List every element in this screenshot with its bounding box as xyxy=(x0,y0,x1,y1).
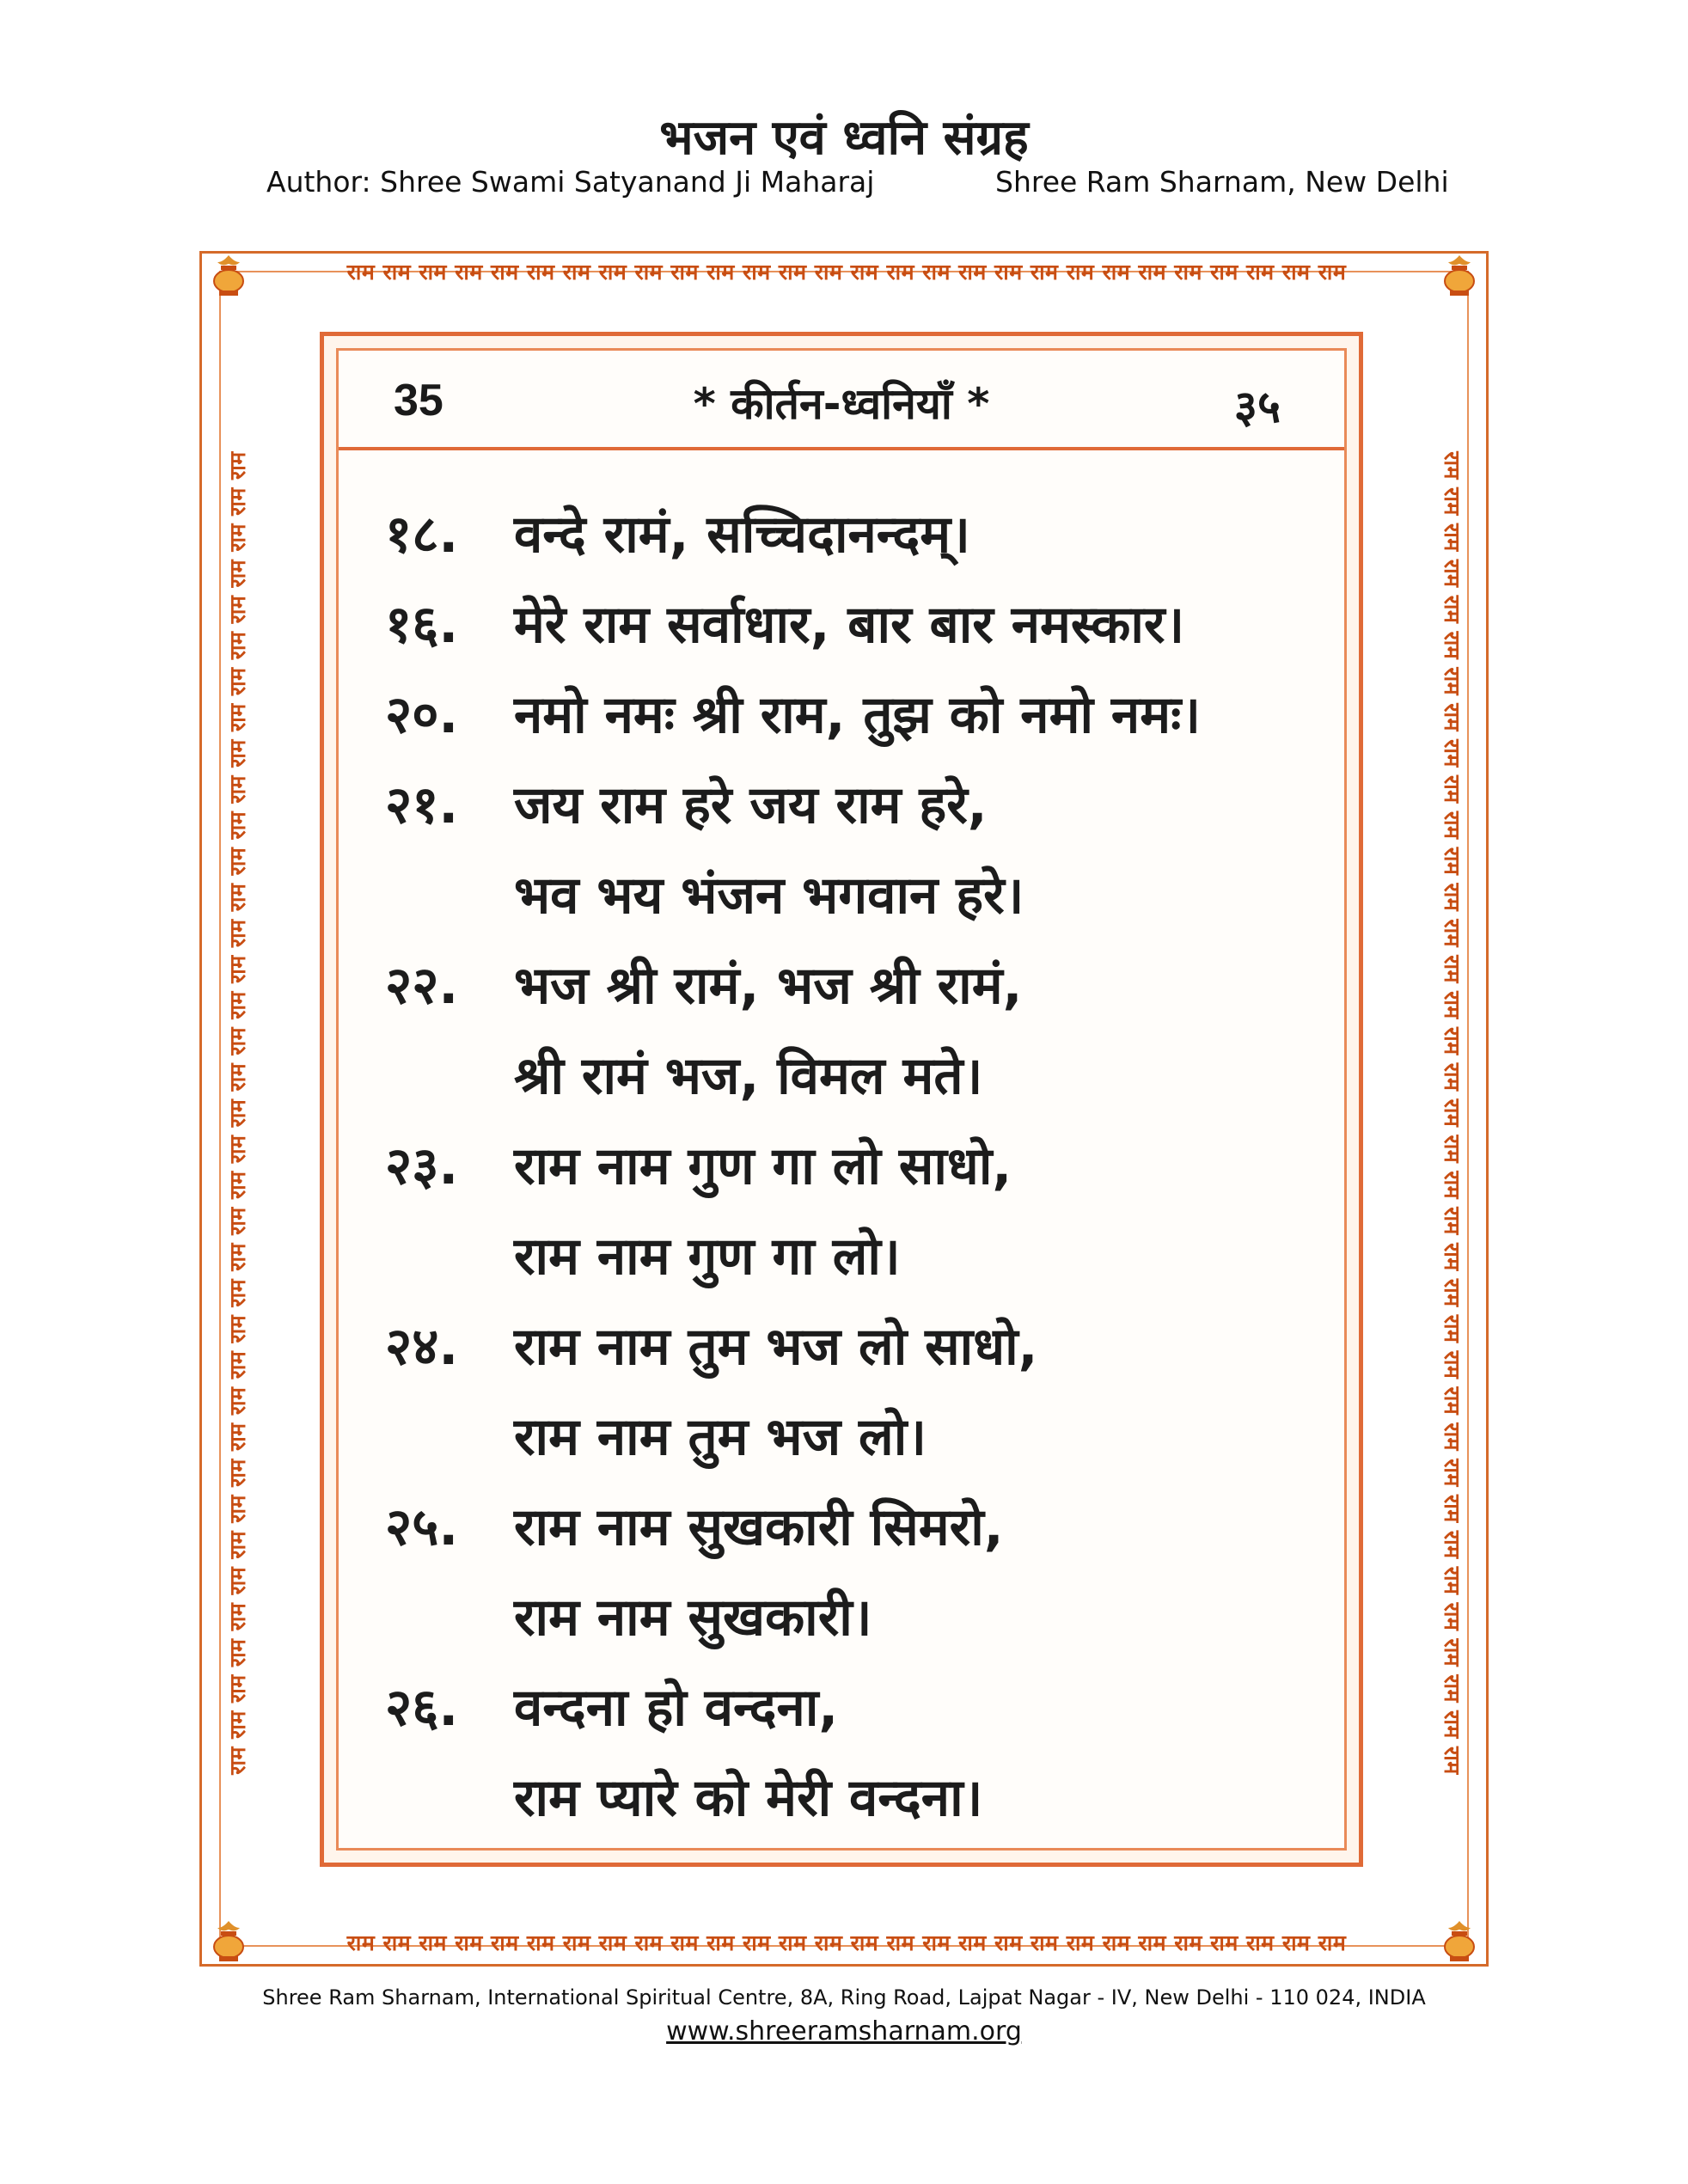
verse-line xyxy=(385,768,1327,858)
verse-line xyxy=(385,1760,1327,1851)
verse-line xyxy=(385,587,1327,677)
kalash-icon xyxy=(1440,1919,1479,1964)
verse-line xyxy=(385,948,1327,1038)
kalash-icon xyxy=(209,1919,248,1964)
verse-number: २५. xyxy=(385,1497,459,1557)
ram-border-left: राम राम राम राम राम राम राम राम राम राम राम राम राम राम राम राम राम राम राम राम राम राम राम राम राम राम राम राम राम राम राम राम राम राम राम राम राम xyxy=(225,451,250,1775)
book-page-inner xyxy=(336,348,1347,1851)
verse-text: वन्दना हो वन्दना, xyxy=(514,1678,839,1738)
kalash-icon xyxy=(1440,254,1479,298)
verse-number: २६. xyxy=(385,1678,459,1738)
author-line: Author: Shree Swami Satyanand Ji Maharaj xyxy=(266,165,875,199)
verse-number: २३. xyxy=(385,1136,459,1196)
ram-border-bottom: राम राम राम राम राम राम राम राम राम राम राम राम राम राम राम राम राम राम राम राम राम राम राम राम राम राम राम राम xyxy=(346,1930,1347,1955)
page-title: * कीर्तन-ध्वनियाँ * xyxy=(693,379,990,429)
ram-border-top: राम राम राम राम राम राम राम राम राम राम राम राम राम राम राम राम राम राम राम राम राम राम राम राम राम राम राम राम xyxy=(346,260,1347,284)
page-header xyxy=(339,351,1344,450)
verse-text: भव भय भंजन भगवान हरे। xyxy=(514,866,1024,926)
verse-text: राम प्यारे को मेरी वन्दना। xyxy=(514,1768,983,1828)
page-number-right: ३५ xyxy=(1233,382,1281,433)
verse-number: १८. xyxy=(385,505,459,565)
verse-text: मेरे राम सर्वाधार, बार बार नमस्कार। xyxy=(514,595,1185,655)
verse-line xyxy=(385,1219,1327,1309)
verse-number: २०. xyxy=(385,685,459,745)
verse-line xyxy=(385,1580,1327,1670)
verse-line xyxy=(385,1129,1327,1219)
organization-line: Shree Ram Sharnam, New Delhi xyxy=(995,165,1449,199)
verse-line xyxy=(385,858,1327,948)
verse-number: २१. xyxy=(385,775,459,835)
verse-number: १६. xyxy=(385,595,459,655)
verse-line xyxy=(385,1490,1327,1580)
verse-text: वन्दे रामं, सच्चिदानन्दम्। xyxy=(514,505,970,565)
verse-line xyxy=(385,497,1327,587)
verse-number: २२. xyxy=(385,956,459,1016)
verse-text: राम नाम गुण गा लो साधो, xyxy=(514,1136,1012,1196)
verse-text: राम नाम गुण गा लो। xyxy=(514,1227,901,1287)
verse-text: नमो नमः श्री राम, तुझ को नमो नमः। xyxy=(514,685,1201,745)
ram-border-right: राम राम राम राम राम राम राम राम राम राम राम राम राम राम राम राम राम राम राम राम राम राम राम राम राम राम राम राम राम राम राम राम राम राम राम राम राम xyxy=(1440,451,1465,1775)
verse-line xyxy=(385,1670,1327,1760)
page-number-left: 35 xyxy=(394,376,443,425)
verse-line xyxy=(385,677,1327,768)
verse-line xyxy=(385,1038,1327,1129)
footer-website-link[interactable]: www.shreeramsharnam.org xyxy=(666,2016,1022,2046)
book-page xyxy=(320,332,1363,1867)
verse-text: राम नाम सुखकारी सिमरो, xyxy=(514,1497,1004,1557)
verse-line xyxy=(385,1399,1327,1490)
verse-text: राम नाम सुखकारी। xyxy=(514,1588,872,1648)
verse-number: २४. xyxy=(385,1317,459,1377)
verse-text: श्री रामं भज, विमल मते। xyxy=(514,1046,983,1106)
verse-text: राम नाम तुम भज लो। xyxy=(514,1407,927,1467)
verse-list xyxy=(385,497,1327,1851)
verse-text: भज श्री रामं, भज श्री रामं, xyxy=(514,956,1023,1016)
footer-address: Shree Ram Sharnam, International Spiritual Centre, 8A, Ring Road, Lajpat Nagar - IV, New Delhi - 110 024, INDIA xyxy=(262,1985,1426,2010)
verse-line xyxy=(385,1309,1327,1399)
document-title: भजन एवं ध्वनि संग्रह xyxy=(659,110,1029,166)
verse-text: जय राम हरे जय राम हरे, xyxy=(514,775,988,835)
verse-text: राम नाम तुम भज लो साधो, xyxy=(514,1317,1038,1377)
kalash-icon xyxy=(209,254,248,298)
